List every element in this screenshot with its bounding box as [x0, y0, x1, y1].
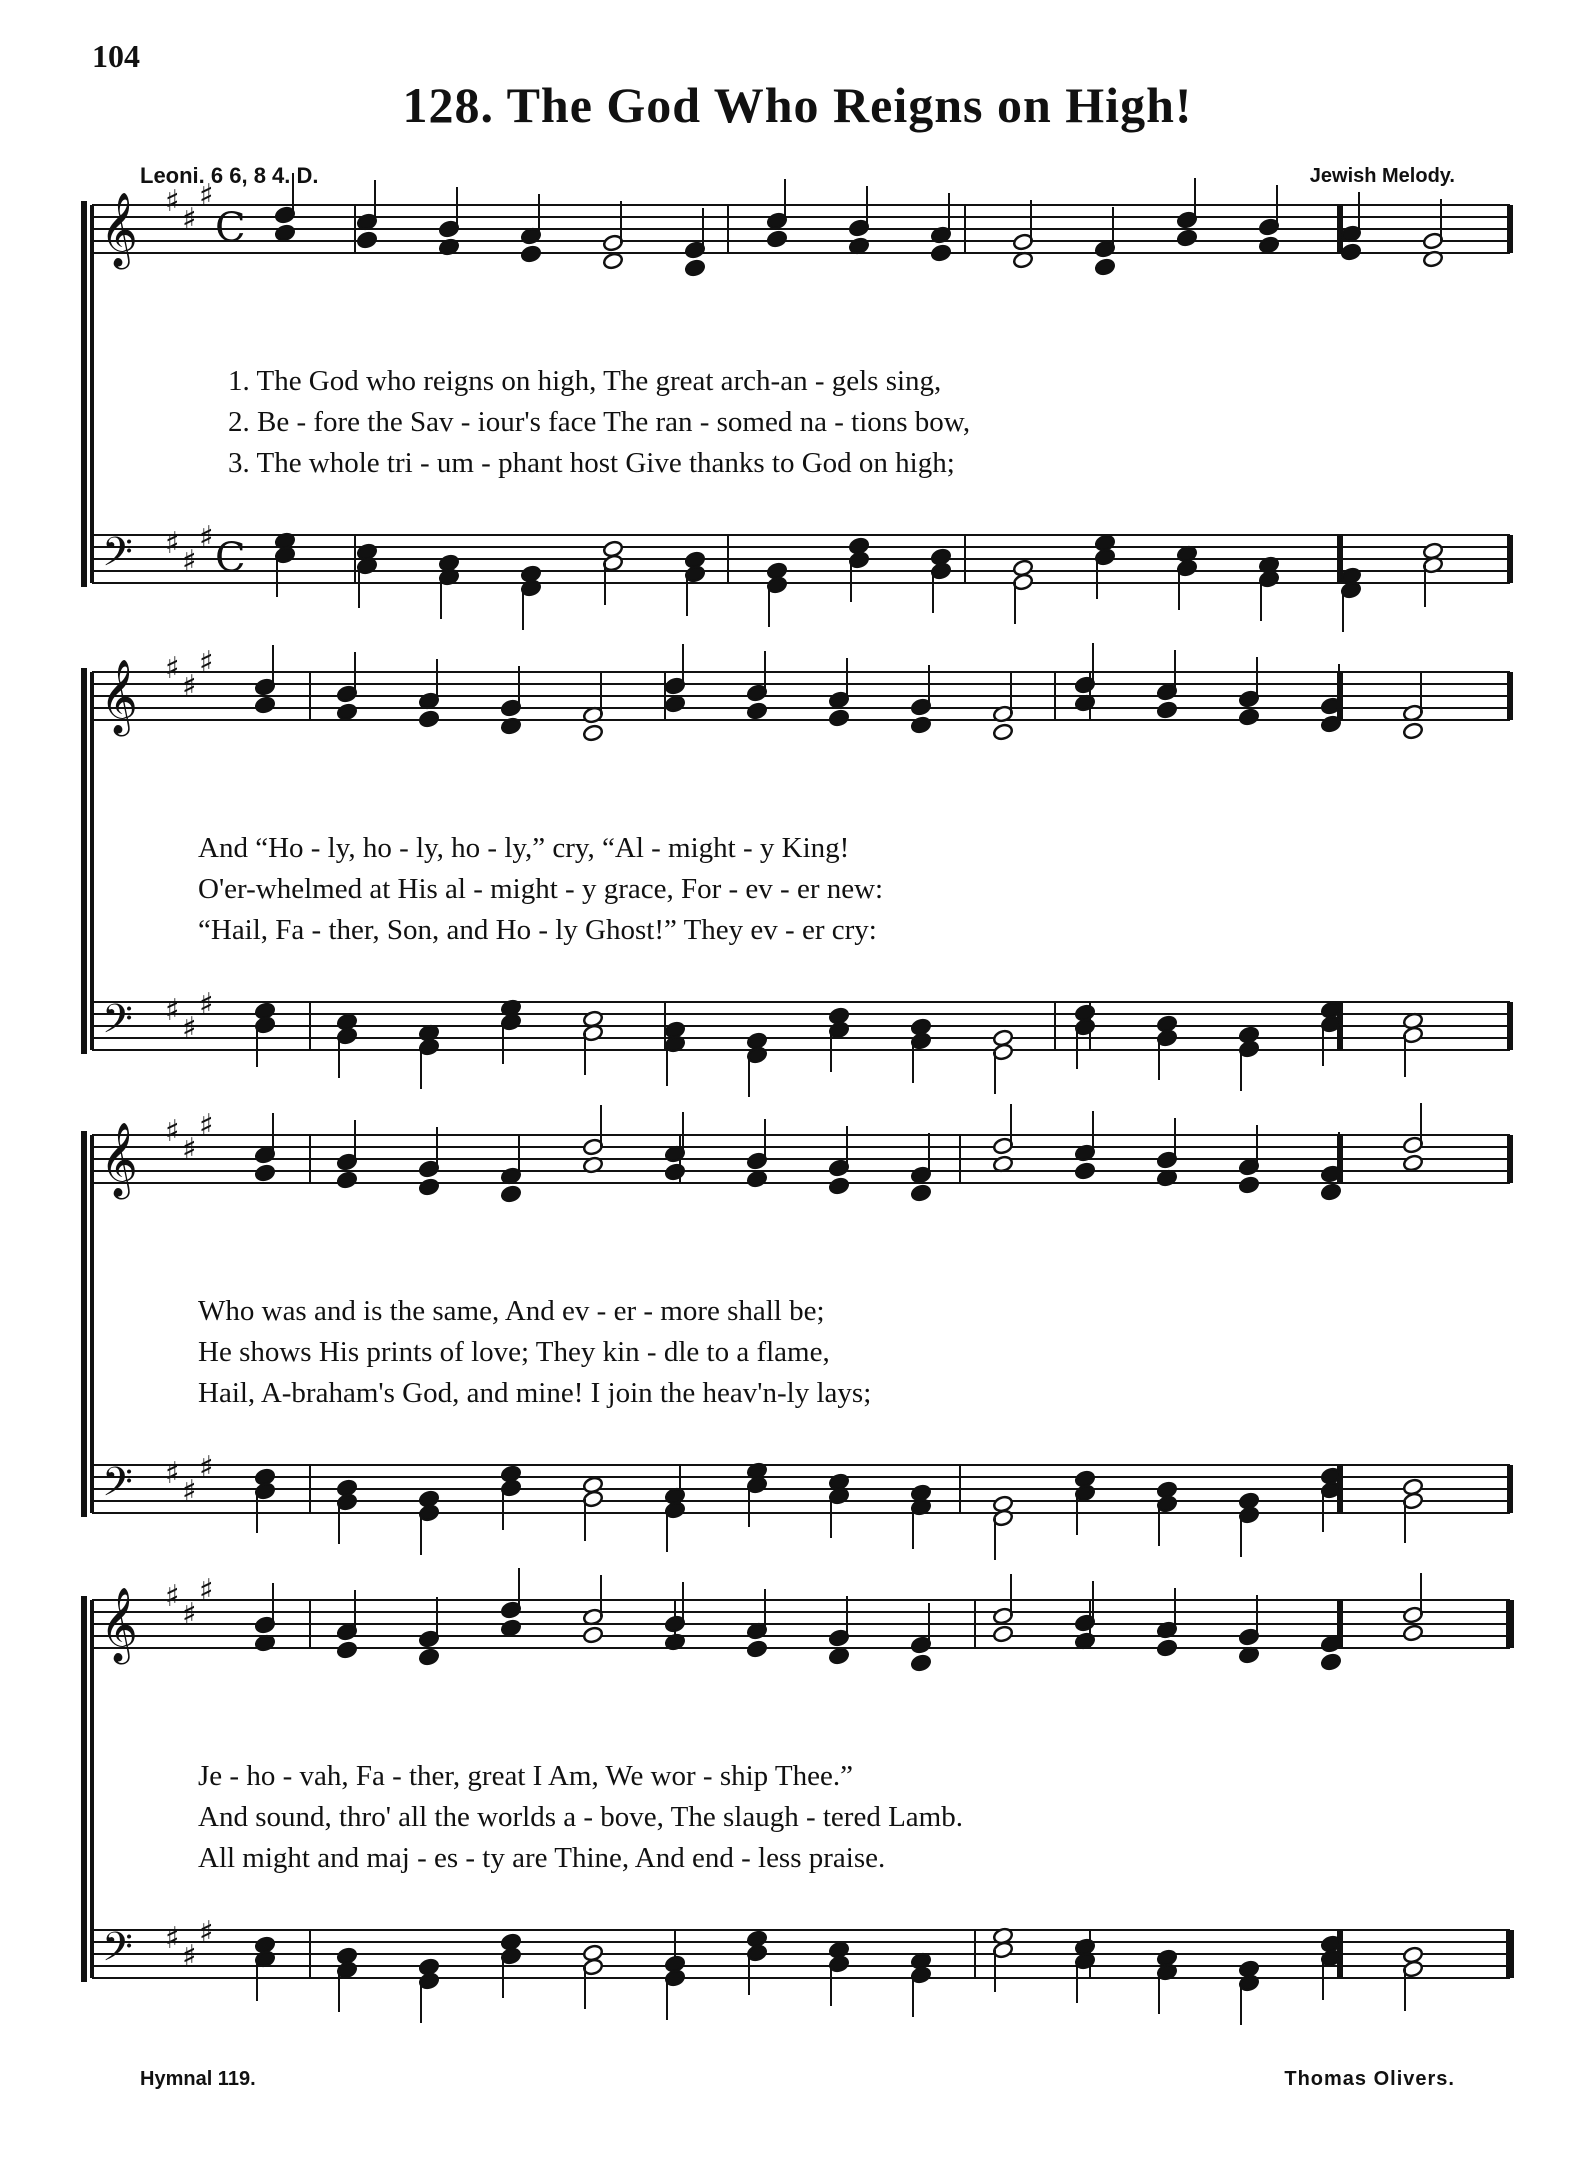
lyric-line: And sound, thro' all the worlds a - bove, The slaugh - tered Lamb.	[198, 1801, 963, 1833]
quarter-note	[356, 231, 377, 249]
time-signature: C	[215, 535, 246, 581]
half-note	[582, 724, 603, 742]
sharp-sign: ♯	[182, 1474, 197, 1509]
quarter-note	[1176, 229, 1197, 247]
quarter-note	[828, 1647, 849, 1665]
melody-source: Jewish Melody.	[1309, 165, 1455, 187]
quarter-note	[828, 709, 849, 727]
quarter-note	[336, 703, 357, 721]
treble-clef: 𝄞	[100, 660, 138, 734]
quarter-note	[500, 1619, 521, 1637]
lyric-line: 2. Be - fore the Sav - iour's face The ran - somed na - tions bow,	[228, 406, 971, 438]
hymnal-reference: Hymnal 119.	[140, 2068, 256, 2090]
lyric-line: All might and maj - es - ty are Thine, And end - less praise.	[198, 1842, 886, 1874]
half-note	[1402, 1154, 1423, 1172]
quarter-note	[1258, 236, 1279, 254]
sharp-sign: ♯	[165, 184, 180, 219]
sharp-sign: ♯	[182, 669, 197, 704]
lyric-line: Who was and is the same, And ev - er - more shall be;	[198, 1295, 825, 1327]
hymn-title: 128. The God Who Reigns on High!	[402, 77, 1193, 133]
page-number: 104	[92, 38, 140, 74]
quarter-note	[1320, 1183, 1341, 1201]
quarter-note	[1074, 1162, 1095, 1180]
time-signature: C	[215, 205, 246, 251]
author-credit: Thomas Olivers.	[1284, 2068, 1455, 2090]
treble-clef: 𝄞	[100, 1123, 138, 1197]
quarter-note	[336, 1641, 357, 1659]
sharp-sign: ♯	[199, 645, 214, 680]
half-note	[1402, 1624, 1423, 1642]
sharp-sign: ♯	[165, 526, 180, 561]
bass-clef: 𝄢	[102, 529, 133, 585]
quarter-note	[418, 1178, 439, 1196]
half-note	[582, 1626, 603, 1644]
lyric-line: 3. The whole tri - um - phant host Give thanks to God on high;	[228, 447, 955, 479]
sharp-sign: ♯	[165, 1456, 180, 1491]
sharp-sign: ♯	[182, 1597, 197, 1632]
half-note	[1402, 722, 1423, 740]
quarter-note	[1156, 1639, 1177, 1657]
lyric-line: “Hail, Fa - ther, Son, and Ho - ly Ghost!” They ev - er cry:	[198, 914, 877, 946]
quarter-note	[766, 230, 787, 248]
quarter-note	[910, 1654, 931, 1672]
bass-clef: 𝄢	[102, 1459, 133, 1515]
quarter-note	[254, 696, 275, 714]
quarter-note	[500, 1185, 521, 1203]
sharp-sign: ♯	[199, 1915, 214, 1950]
quarter-note	[910, 716, 931, 734]
sharp-sign: ♯	[199, 1108, 214, 1143]
quarter-note	[664, 1163, 685, 1181]
sharp-sign: ♯	[182, 202, 197, 237]
sharp-sign: ♯	[165, 1579, 180, 1614]
sharp-sign: ♯	[165, 1921, 180, 1956]
quarter-note	[1320, 1653, 1341, 1671]
quarter-note	[1094, 258, 1115, 276]
sharp-sign: ♯	[199, 1573, 214, 1608]
sharp-sign: ♯	[165, 651, 180, 686]
quarter-note	[274, 224, 295, 242]
lyric-line: O'er-whelmed at His al - might - y grace, For - ev - er new:	[198, 873, 884, 905]
bass-clef: 𝄢	[102, 1924, 133, 1980]
quarter-note	[254, 1164, 275, 1182]
quarter-note	[418, 710, 439, 728]
sharp-sign: ♯	[182, 1132, 197, 1167]
quarter-note	[746, 702, 767, 720]
lyric-line: And “Ho - ly, ho - ly, ho - ly,” cry, “Al - might - y King!	[198, 832, 850, 864]
quarter-note	[1238, 708, 1259, 726]
quarter-note	[746, 1640, 767, 1658]
quarter-note	[910, 1184, 931, 1202]
lyric-line: He shows His prints of love; They kin - dle to a flame,	[198, 1336, 830, 1368]
quarter-note	[828, 1177, 849, 1195]
sharp-sign: ♯	[199, 520, 214, 555]
half-note	[602, 252, 623, 270]
lyric-line: Je - ho - vah, Fa - ther, great I Am, We wor - ship Thee.”	[198, 1760, 853, 1792]
quarter-note	[520, 245, 541, 263]
quarter-note	[746, 1170, 767, 1188]
treble-clef: 𝄞	[100, 193, 138, 267]
quarter-note	[664, 695, 685, 713]
lyric-line: Hail, A-braham's God, and mine! I join the heav'n-ly lays;	[198, 1377, 872, 1409]
quarter-note	[684, 259, 705, 277]
sharp-sign: ♯	[165, 1114, 180, 1149]
tune-name-meter: Leoni. 6 6, 8 4. D.	[140, 163, 319, 188]
sharp-sign: ♯	[199, 1450, 214, 1485]
sharp-sign: ♯	[199, 178, 214, 213]
half-note	[992, 1625, 1013, 1643]
treble-clef: 𝄞	[100, 1588, 138, 1662]
sharp-sign: ♯	[199, 987, 214, 1022]
half-note	[992, 723, 1013, 741]
quarter-note	[336, 1171, 357, 1189]
quarter-note	[418, 1648, 439, 1666]
bass-clef: 𝄢	[102, 996, 133, 1052]
sharp-sign: ♯	[182, 544, 197, 579]
quarter-note	[1156, 701, 1177, 719]
sharp-sign: ♯	[165, 993, 180, 1028]
quarter-note	[1238, 1176, 1259, 1194]
sharp-sign: ♯	[182, 1939, 197, 1974]
lyric-line: 1. The God who reigns on high, The great arch-an - gels sing,	[228, 365, 942, 397]
quarter-note	[1340, 243, 1361, 261]
quarter-note	[930, 244, 951, 262]
sharp-sign: ♯	[182, 1011, 197, 1046]
